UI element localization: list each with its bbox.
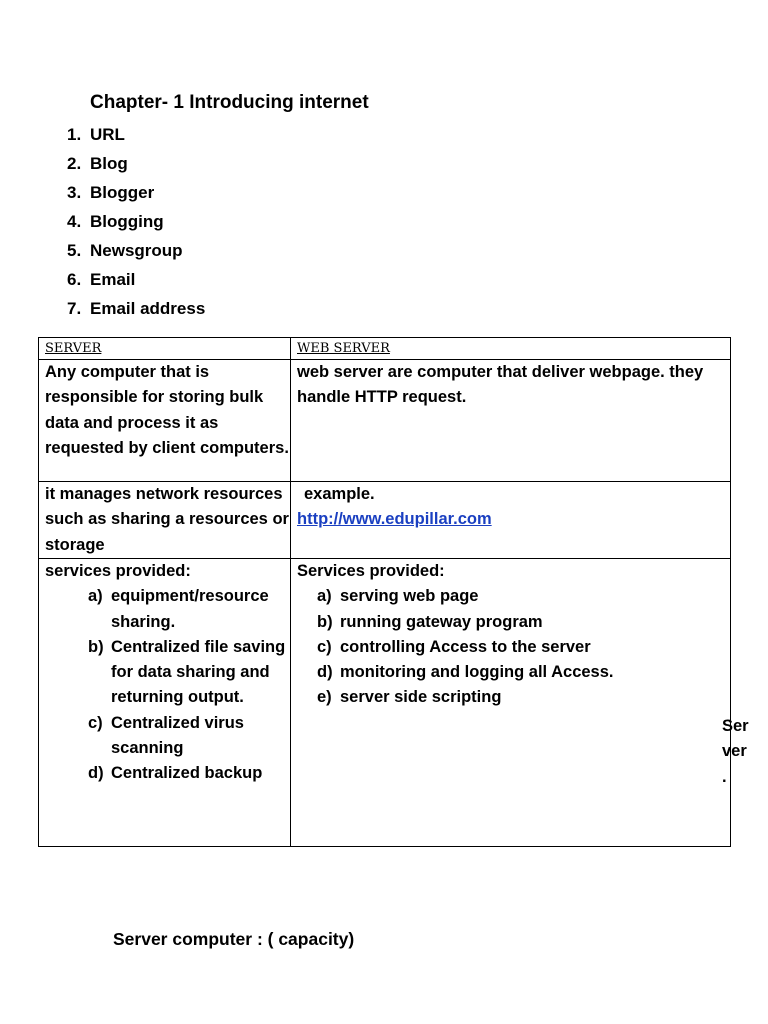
footer-text: Server computer : ( capacity) <box>113 929 355 949</box>
chapter-title: Chapter- 1 Introducing internet <box>90 92 369 113</box>
list-item-text: controlling Access to the server <box>340 637 591 656</box>
server-services-list <box>45 584 290 786</box>
table-cell <box>291 482 731 559</box>
list-item-text: Centralized file saving for data sharing and returning output. <box>111 637 286 707</box>
web-server-definition: web server are computer that deliver webpage. they handle HTTP request. <box>297 363 704 407</box>
list-item-label: b) <box>88 637 104 656</box>
list-item-label: e) <box>317 688 332 707</box>
list-item-text: Newsgroup <box>90 241 183 260</box>
list-item <box>297 685 730 710</box>
list-item <box>67 178 205 207</box>
fragment-line: Ser <box>722 717 749 735</box>
list-item <box>297 660 730 685</box>
list-item-text: serving web page <box>340 587 479 606</box>
example-label: example. <box>304 485 375 503</box>
list-item <box>67 149 205 178</box>
list-item-number: 3. <box>67 183 82 202</box>
list-item-label: d) <box>317 663 333 682</box>
services-heading: Services provided: <box>297 562 445 580</box>
list-item-label: a) <box>88 587 103 606</box>
column-header-web-server: WEB SERVER <box>291 338 731 360</box>
list-item <box>67 236 205 265</box>
list-item-text: Blogging <box>90 212 164 231</box>
list-item <box>45 635 290 711</box>
list-item-number: 5. <box>67 241 82 260</box>
list-item-text: server side scripting <box>340 688 502 707</box>
list-item-text: Centralized backup <box>111 764 263 783</box>
table-cell <box>291 559 731 847</box>
table-cell <box>39 482 291 559</box>
list-item-number: 6. <box>67 270 82 289</box>
list-item-label: a) <box>317 587 332 606</box>
list-item <box>67 120 205 149</box>
list-item-text: Blog <box>90 154 128 173</box>
list-item <box>297 635 730 660</box>
list-item-label: b) <box>317 612 333 631</box>
services-heading: services provided: <box>45 562 191 580</box>
list-item-number: 7. <box>67 299 82 318</box>
fragment-line: ver <box>722 742 747 761</box>
list-item <box>45 584 290 635</box>
comparison-table <box>38 337 731 847</box>
list-item <box>297 610 730 635</box>
table-cell <box>39 559 291 847</box>
list-item-number: 2. <box>67 154 82 173</box>
example-link[interactable]: http://www.edupillar.com <box>297 510 492 529</box>
table-row <box>39 360 731 482</box>
server-role: it manages network resources such as sharing a resources or storage <box>45 485 289 554</box>
list-item-text: monitoring and logging all Access. <box>340 663 614 682</box>
list-item-number: 1. <box>67 125 82 144</box>
list-item <box>297 584 730 609</box>
list-item-text: Centralized virus scanning <box>111 713 244 758</box>
fragment-line: . <box>722 767 727 786</box>
list-item <box>67 294 205 323</box>
web-server-services-list <box>297 584 730 710</box>
table-row <box>39 559 731 847</box>
list-item <box>67 207 205 236</box>
table-cell <box>39 360 291 482</box>
list-item-text: Email address <box>90 299 206 318</box>
table-cell <box>291 360 731 482</box>
list-item-text: running gateway program <box>340 612 543 631</box>
table-row <box>39 482 731 559</box>
server-definition: Any computer that is responsible for storing bulk data and process it as requested by client computers. <box>45 363 289 457</box>
list-item <box>45 761 290 786</box>
topic-list <box>67 120 205 323</box>
list-item-text: URL <box>90 125 125 144</box>
list-item-text: Blogger <box>90 183 155 202</box>
overflow-text-fragment <box>722 714 752 790</box>
table-header-row <box>39 338 731 360</box>
list-item-text: Email <box>90 270 136 289</box>
list-item-label: d) <box>88 764 104 783</box>
list-item-number: 4. <box>67 212 82 231</box>
list-item-label: c) <box>317 637 332 656</box>
list-item-label: c) <box>88 713 103 732</box>
list-item-text: equipment/resource sharing. <box>111 587 269 631</box>
list-item <box>67 265 205 294</box>
list-item <box>45 711 290 762</box>
column-header-server: SERVER <box>39 338 291 360</box>
